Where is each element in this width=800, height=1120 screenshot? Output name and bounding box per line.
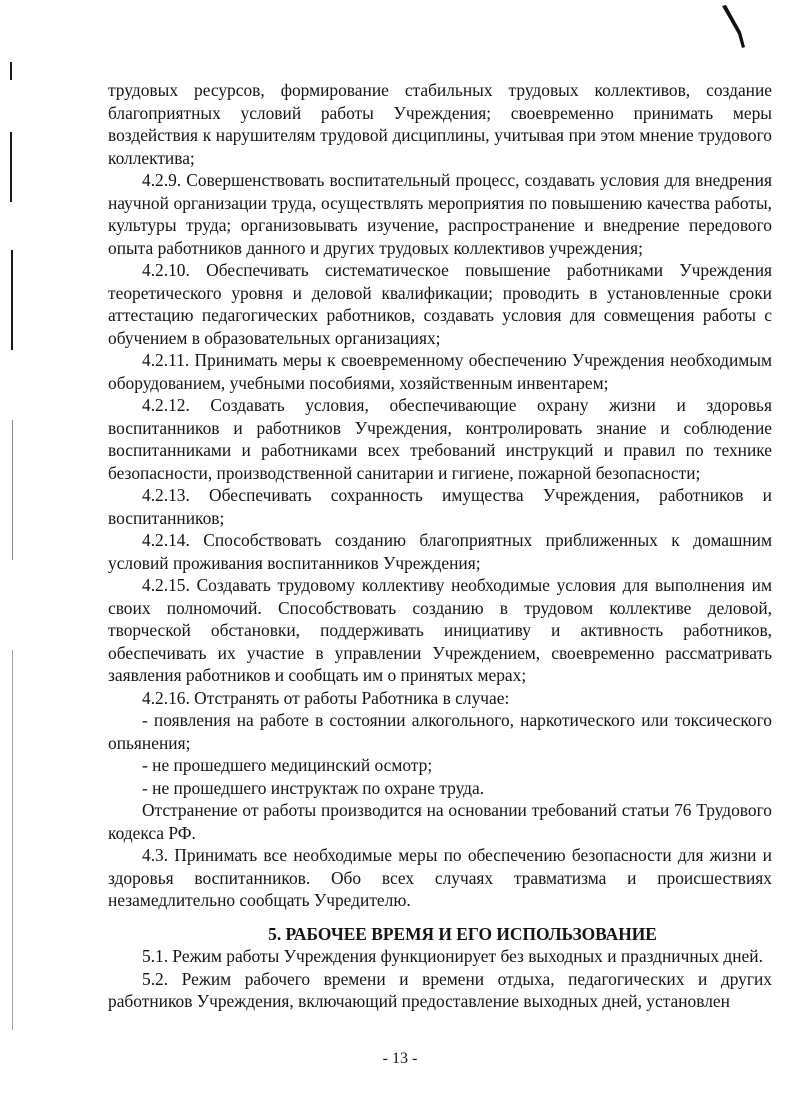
scan-edge-line — [10, 62, 12, 80]
paragraph-4-2-16: 4.2.16. Отстранять от работы Работника в случае: — [142, 687, 510, 708]
paragraph-4-2-11: 4.2.11. Принимать меры к своевременному обеспечению Учреждения необходимым оборудованием, учебными пособиями, хозяйственным инвентарем; — [108, 350, 772, 393]
scan-edge-line — [12, 650, 13, 1030]
paragraph-4-2-12: 4.2.12. Создавать условия, обеспечивающие охрану жизни и здоровья воспитанников и работников Учреждения, контролировать знание и соблюдение воспитанниками и работниками всех требований инструкций и правил по технике безопасности, производственной санитарии и гигиене, пожарной безопасности; — [108, 395, 772, 483]
paragraph-4-2-15: 4.2.15. Создавать трудовому коллективу необходимые условия для выполнения им своих полномочий. Способствовать созданию в трудовом коллективе деловой, творческой обстановки, поддерживать инициативу и активность работников, обеспечивать их участие в управлении Учреждением, своевременно рассматривать заявления работников и сообщать им о принятых мерах; — [108, 575, 772, 685]
corner-pen-mark — [720, 4, 746, 55]
list-item-intoxication: - появления на работе в состоянии алкогольного, наркотического или токсического опьянения; — [108, 710, 772, 753]
list-item-briefing: - не прошедшего инструктаж по охране труда. — [142, 777, 485, 798]
paragraph-4-2-13: 4.2.13. Обеспечивать сохранность имущества Учреждения, работников и воспитанников; — [108, 485, 772, 528]
scan-edge-line — [12, 420, 13, 560]
paragraph-4-2-10: 4.2.10. Обеспечивать систематическое повышение работниками Учреждения теоретического уровня и деловой квалификации; проводить в установленные сроки аттестацию педагогических работников, создавать условия для совмещения работы с обучением в образовательных организациях; — [108, 260, 772, 348]
scan-edge-line — [10, 132, 12, 202]
page-number: - 13 - — [382, 1050, 418, 1067]
paragraph-suspension: Отстранение от работы производится на основании требований статьи 76 Трудового кодекса РФ. — [108, 800, 772, 843]
list-item-medical: - не прошедшего медицинский осмотр; — [142, 755, 433, 775]
paragraph-4-2-9: 4.2.9. Совершенствовать воспитательный процесс, создавать условия для внедрения научной организации труда, осуществлять мероприятия по повышению качества работы, культуры труда; организовывать изучение, распространение и внедрение передового опыта работников данного и других трудовых коллективов учреждения; — [108, 170, 772, 258]
scan-edge-line — [11, 250, 13, 350]
paragraph-5-2: 5.2. Режим рабочего времени и времени отдыха, педагогических и других работников Учреждения, включающий предоставление выходных дней, установлен — [108, 968, 772, 1011]
section-heading: 5. РАБОЧЕЕ ВРЕМЯ И ЕГО ИСПОЛЬЗОВАНИЕ — [268, 923, 657, 944]
body-text — [108, 79, 772, 1013]
paragraph-4-3: 4.3. Принимать все необходимые меры по обеспечению безопасности для жизни и здоровья воспитанников. Обо всех случаях травматизма и происшествиях незамедлительно сообщать Учредителю. — [108, 845, 772, 910]
paragraph-continuation: трудовых ресурсов, формирование стабильных трудовых коллективов, создание благоприятных условий работы Учреждения; своевременно принимать меры воздействия к нарушителям трудовой дисциплины, учитывая при этом мнение трудового коллектива; — [108, 80, 772, 168]
paragraph-4-2-14: 4.2.14. Способствовать созданию благоприятных приближенных к домашним условий проживания воспитанников Учреждения; — [108, 530, 772, 573]
paragraph-5-1: 5.1. Режим работы Учреждения функционирует без выходных и праздничных дней. — [142, 946, 763, 966]
